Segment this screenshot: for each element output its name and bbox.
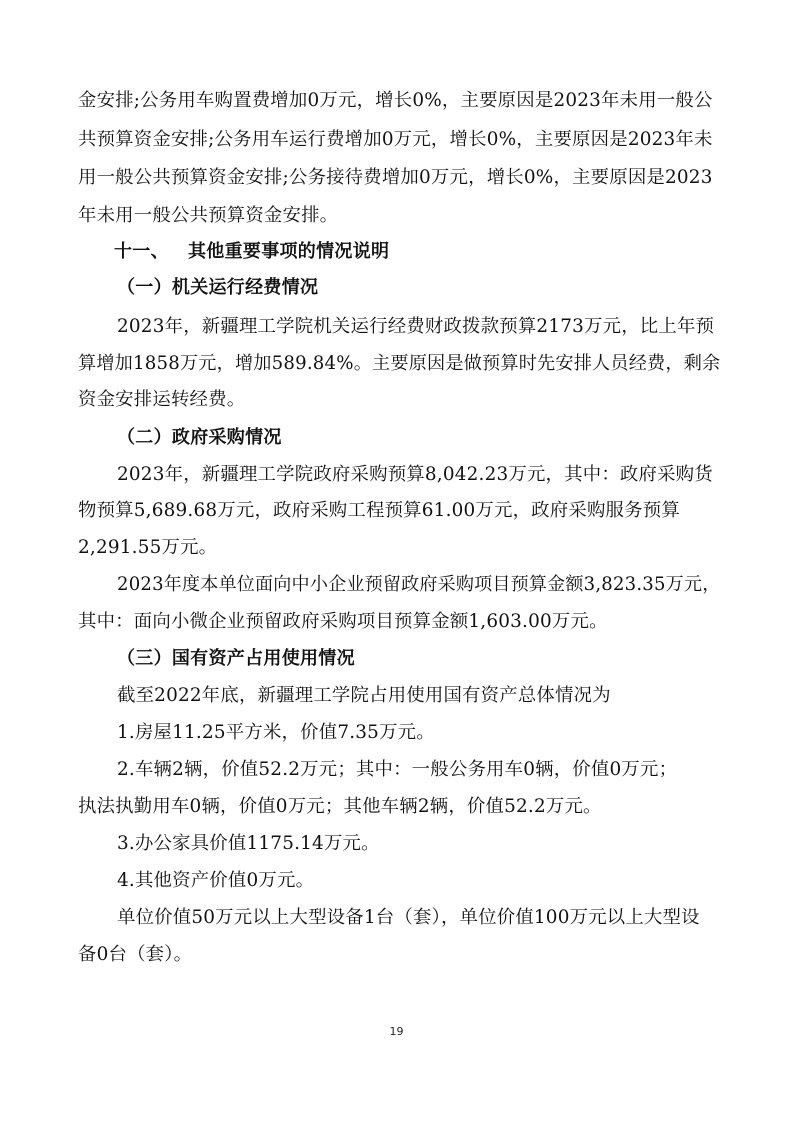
subsection-heading: （一）机关运行经费情况 bbox=[117, 277, 319, 298]
body-text-line: 共预算资金安排;公务用车运行费增加0万元，增长0%，主要原因是2023年未 bbox=[78, 129, 713, 150]
body-text-line: 2,291.55万元。 bbox=[78, 537, 218, 558]
list-item: 1.房屋11.25平方米，价值7.35万元。 bbox=[117, 722, 435, 743]
body-text-line: 物预算5,689.68万元，政府采购工程预算61.00万元，政府采购服务预算 bbox=[78, 500, 680, 521]
body-text-line: 2023年度本单位面向中小企业预留政府采购项目预算金额3,823.35万元， bbox=[117, 574, 721, 595]
list-item: 3.办公家具价值1175.14万元。 bbox=[117, 833, 380, 854]
body-text-line: 资金安排运转经费。 bbox=[78, 389, 246, 410]
body-text-line: 算增加1858万元，增加589.84%。主要原因是做预算时先安排人员经费，剩余 bbox=[78, 353, 721, 374]
list-item: 4.其他资产价值0万元。 bbox=[117, 870, 315, 891]
list-item: 2.车辆2辆，价值52.2万元；其中：一般公务用车0辆，价值0万元； bbox=[117, 759, 678, 780]
subsection-heading: （二）政府采购情况 bbox=[117, 427, 282, 448]
section-number: 十一、 bbox=[114, 241, 169, 262]
body-text-line: 2023年，新疆理工学院机关运行经费财政拨款预算2173万元，比上年预 bbox=[117, 316, 715, 337]
body-text-line: 备0台（套）。 bbox=[78, 944, 193, 965]
body-text-line: 其中：面向小微企业预留政府采购项目预算金额1,603.00万元。 bbox=[78, 611, 608, 632]
body-text-line: 2023年，新疆理工学院政府采购预算8,042.23万元，其中：政府采购货 bbox=[117, 464, 713, 485]
section-title: 其他重要事项的情况说明 bbox=[188, 241, 390, 262]
list-item-continuation: 执法执勤用车0辆，价值0万元；其他车辆2辆，价值52.2万元。 bbox=[78, 796, 602, 817]
subsection-heading: （三）国有资产占用使用情况 bbox=[117, 648, 355, 669]
body-text-line: 金安排;公务用车购置费增加0万元，增长0%，主要原因是2023年未用一般公 bbox=[78, 90, 713, 111]
page-number: 19 bbox=[389, 1025, 404, 1038]
body-text-line: 用一般公共预算资金安排;公务接待费增加0万元，增长0%，主要原因是2023 bbox=[78, 167, 713, 188]
body-text-line: 单位价值50万元以上大型设备1台（套），单位价值100万元以上大型设 bbox=[117, 907, 700, 928]
body-text-line: 年未用一般公共预算资金安排。 bbox=[78, 205, 339, 226]
body-text-line: 截至2022年底，新疆理工学院占用使用国有资产总体情况为 bbox=[117, 685, 611, 706]
